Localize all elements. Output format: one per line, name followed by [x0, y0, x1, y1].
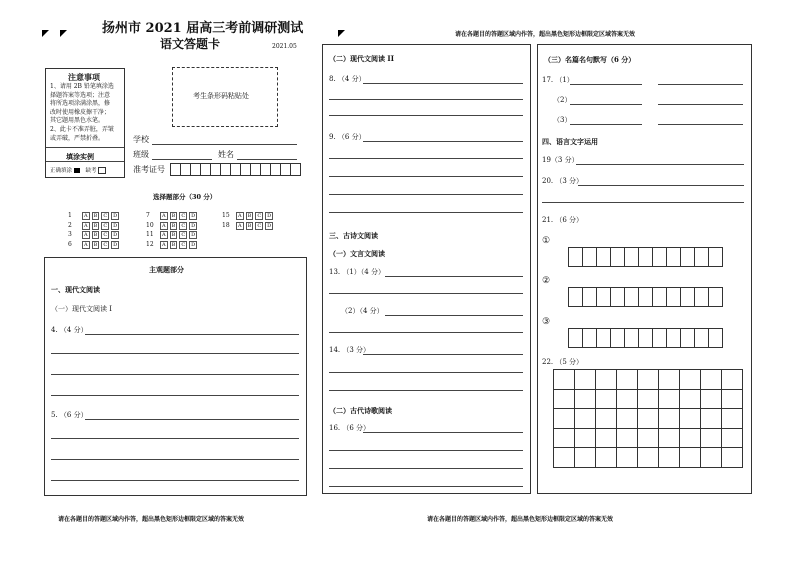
- subsection-2-title: （二）现代文阅读 II: [329, 54, 394, 63]
- barcode-label: 考生条形码粘贴处: [193, 92, 249, 100]
- subjective-box-1: [44, 257, 307, 496]
- example-title: 填涂实例: [66, 152, 94, 161]
- q4-line[interactable]: [85, 334, 299, 335]
- q5-label: 5. （6 分）: [51, 411, 88, 419]
- id-label: 准考证号: [133, 165, 165, 174]
- q20-label: 20. （3 分）: [542, 177, 584, 185]
- q21-label: 21. （6 分）: [542, 216, 584, 224]
- q9-label: 9. （6 分）: [329, 133, 366, 141]
- class-label: 班级: [133, 150, 149, 159]
- warning-bottom-right: 请在各题目的答题区域内作答，超出黑色矩形边框限定区域的答案无效: [427, 516, 614, 523]
- notice-text: 1、请用 2B 铅笔填涂选 择题答案等选项；注意 将所选项涂满涂黑，修 改时使用橡皮擦干净； 其它题用黑色水笔。 2、此卡不准弄脏，弄皱 或弄破，严禁折叠。: [50, 83, 114, 142]
- q17-2-label: （2）: [553, 96, 572, 104]
- warning-bottom-left: 请在各题目的答题区域内作答，超出黑色矩形边框限定区域的答案无效: [58, 516, 245, 523]
- subsection-3-title: （一）文言文阅读: [329, 249, 385, 258]
- q21-3-label: ③: [542, 317, 551, 327]
- subsection-4-title: （二）古代诗歌阅读: [329, 406, 392, 415]
- section-1-title: 一、现代文阅读: [51, 285, 100, 294]
- subjective-title: 主观题部分: [149, 265, 184, 274]
- answer-box-3: [537, 44, 752, 494]
- choice-col-1[interactable]: 1 A B C D 2 A B C D 3 A B C D 6 A B C D: [68, 212, 118, 248]
- warning-top: 请在各题目的答题区域内作答，超出黑色矩形边框限定区域答案无效: [455, 31, 636, 38]
- choice-title: 选择题部分（30 分）: [153, 193, 217, 201]
- section-recite-title: （三）名篇名句默写（6 分）: [544, 55, 636, 64]
- name-input[interactable]: [237, 159, 297, 160]
- q14-label: 14. （3 分）: [329, 346, 371, 354]
- q19-label: 19（3 分）: [542, 156, 579, 164]
- q21-2-cells[interactable]: [569, 287, 723, 307]
- empty-mark: [98, 167, 106, 174]
- q21-3-cells[interactable]: [569, 328, 723, 348]
- school-label: 学校: [133, 135, 149, 144]
- exam-date: 2021.05: [272, 43, 297, 50]
- notice-box: [45, 68, 125, 178]
- filled-mark: [74, 168, 80, 173]
- section-3-title: 三、古诗文阅读: [329, 231, 378, 240]
- q17-3-label: （3）: [553, 116, 572, 124]
- subsection-1-title: （一）现代文阅读 I: [51, 305, 112, 313]
- q21-1-label: ①: [542, 236, 551, 246]
- section-4-title: 四、语言文字运用: [542, 137, 598, 146]
- q5-line[interactable]: [85, 419, 299, 420]
- choice-col-2[interactable]: 7 A B C D 10 A B C D 11 A B C D 12 A B C D: [146, 212, 196, 248]
- q4-label: 4. （4 分）: [51, 326, 88, 334]
- q22-label: 22. （5 分）: [542, 358, 584, 366]
- page-subtitle: 语文答题卡: [160, 37, 221, 51]
- id-cells[interactable]: [171, 163, 301, 176]
- corner-mark: [60, 30, 67, 37]
- corner-mark: [338, 30, 345, 37]
- q13-1-label: 13. （1）（4 分）: [329, 268, 385, 276]
- q22-writing-grid[interactable]: [553, 369, 743, 468]
- q13-2-label: （2）（4 分）: [341, 307, 384, 315]
- q17-label: 17. （1）: [542, 76, 574, 84]
- q21-2-label: ②: [542, 276, 551, 286]
- school-input[interactable]: [152, 144, 297, 145]
- corner-mark: [42, 30, 49, 37]
- fill-example: 正确填涂 缺考: [50, 166, 106, 174]
- answer-box-2: [322, 44, 531, 494]
- choice-col-3[interactable]: 15 A B C D 18 A B C D: [222, 212, 272, 229]
- q16-label: 16. （6 分）: [329, 424, 371, 432]
- q21-1-cells[interactable]: [569, 247, 723, 267]
- name-label: 姓名: [218, 150, 234, 159]
- q8-label: 8. （4 分）: [329, 75, 366, 83]
- page-title: 扬州市 2021 届高三考前调研测试: [102, 21, 304, 36]
- barcode-area: [172, 67, 278, 127]
- notice-title: 注意事项: [68, 72, 100, 82]
- class-input[interactable]: [152, 159, 212, 160]
